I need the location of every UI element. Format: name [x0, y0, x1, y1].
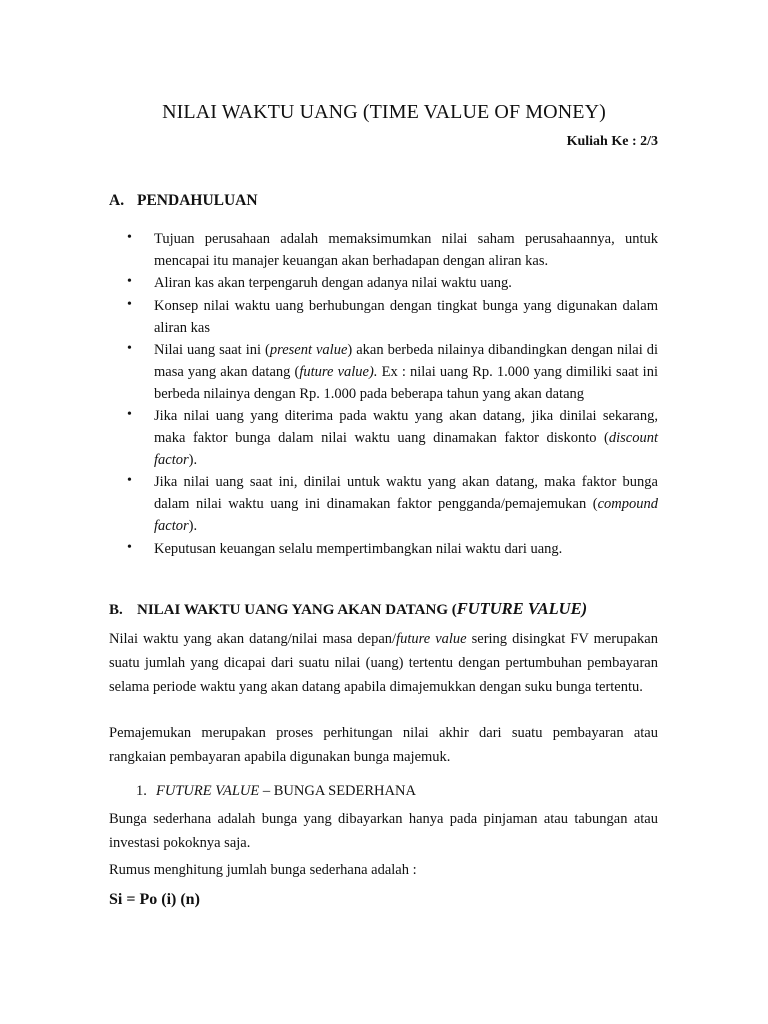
bullet-item — [127, 405, 658, 471]
section-a-number: A. — [109, 192, 125, 209]
bullet-dot-icon: • — [127, 473, 132, 489]
section-b-number: B. — [109, 602, 123, 618]
bullet-text — [154, 298, 658, 336]
bullet-dot-icon: • — [127, 274, 132, 290]
section-b-paragraph-3: Bunga sederhana adalah bunga yang dibayarkan hanya pada pinjaman atau tabungan atau investasi pokoknya saja. — [109, 811, 658, 851]
formula: Si = Po (i) (n) — [109, 891, 200, 908]
bullet-text — [154, 342, 658, 402]
bullet-4-run-1: discount factor — [154, 430, 658, 469]
section-b-title-italic: FUTURE VALUE) — [456, 599, 588, 618]
bullet-text — [154, 408, 658, 468]
bullet-text — [154, 474, 658, 534]
section-b-title: NILAI WAKTU UANG YANG AKAN DATANG ( — [137, 602, 457, 618]
section-a-heading — [109, 191, 258, 211]
bullet-text — [154, 231, 658, 269]
document-title: NILAI WAKTU UANG (TIME VALUE OF MONEY) — [162, 101, 606, 123]
bullet-dot-icon: • — [127, 539, 132, 555]
bullet-item — [127, 538, 658, 560]
bullet-6-run-0: Keputusan keuangan selalu mempertimbangkan nilai waktu dari uang. — [154, 540, 563, 557]
bullet-5-run-0: Jika nilai uang saat ini, dinilai untuk waktu yang akan datang, maka faktor bunga dalam nilai waktu uang ini dinamakan faktor pengganda/pemajemukan ( — [154, 474, 658, 513]
lecture-number: Kuliah Ke : 2/3 — [566, 134, 658, 149]
bullet-dot-icon: • — [127, 340, 132, 356]
section-b-paragraph-2: Pemajemukan merupakan proses perhitungan nilai akhir dari suatu pembayaran atau rangkaian pembayaran apabila digunakan bunga majemuk. — [109, 725, 658, 765]
bullet-2-run-0: Konsep nilai waktu uang berhubungan dengan tingkat bunga yang digunakan dalam aliran kas — [154, 297, 658, 336]
bullet-item — [127, 295, 658, 339]
bullet-1-run-0: Aliran kas akan terpengaruh dengan adanya nilai waktu uang. — [154, 275, 512, 292]
bullet-3-run-3: future value). — [299, 363, 378, 380]
bullet-dot-icon: • — [127, 407, 132, 423]
bullet-item — [127, 471, 658, 537]
subsection-heading — [136, 781, 416, 801]
bullet-item — [127, 272, 658, 294]
bullet-text — [154, 541, 562, 557]
subsection-number: 1. — [136, 783, 147, 799]
bullet-item — [127, 228, 658, 272]
section-b-paragraph-1 — [109, 627, 658, 700]
bullet-4-run-2: ). — [188, 452, 198, 469]
section-b-heading — [109, 599, 587, 620]
bullet-4-run-0: Jika nilai uang yang diterima pada waktu yang akan datang, jika dinilai sekarang, maka faktor bunga dalam nilai waktu uang dinamakan faktor diskonto ( — [154, 408, 658, 447]
bullet-text — [154, 275, 512, 291]
paragraph-1-run-1: future value — [396, 631, 467, 647]
section-a-title: PENDAHULUAN — [137, 192, 258, 209]
bullet-0-run-0: Tujuan perusahaan adalah memaksimumkan nilai saham perusahaannya, untuk mencapai itu manajer keuangan akan berhadapan dengan aliran kas. — [154, 231, 658, 269]
bullet-3-run-2: ) akan berbeda nilainya dibandingkan dengan nilai di masa yang akan datang ( — [154, 341, 658, 380]
bullet-5-run-2: ). — [188, 518, 198, 535]
paragraph-1-run-2: sering disingkat FV merupakan suatu jumlah yang dicapai dari suatu nilai (uang) tertentu dengan pertumbuhan pembayaran selama periode waktu yang akan datang apabila dimajemukkan dengan suku bunga tertentu. — [109, 631, 658, 696]
bullet-dot-icon: • — [127, 296, 132, 312]
bullet-3-run-0: Nilai uang saat ini ( — [154, 341, 270, 358]
paragraph-1-run-0: Nilai waktu yang akan datang/nilai masa depan/ — [109, 631, 397, 647]
subsection-title-rest: – BUNGA SEDERHANA — [259, 783, 416, 799]
subsection-title-italic: FUTURE VALUE — [156, 783, 260, 799]
section-b-paragraph-4: Rumus menghitung jumlah bunga sederhana adalah : — [109, 862, 417, 878]
bullet-3-run-4: Ex : nilai uang Rp. 1.000 yang dimiliki saat ini berbeda nilainya dengan Rp. 1.000 pada beberapa tahun yang akan datang — [154, 363, 658, 402]
section-a-bullet-list — [127, 228, 658, 560]
bullet-item — [127, 339, 658, 405]
bullet-5-run-1: compound factor — [154, 496, 658, 535]
bullet-dot-icon: • — [127, 230, 132, 245]
bullet-3-run-1: present value — [269, 341, 348, 358]
